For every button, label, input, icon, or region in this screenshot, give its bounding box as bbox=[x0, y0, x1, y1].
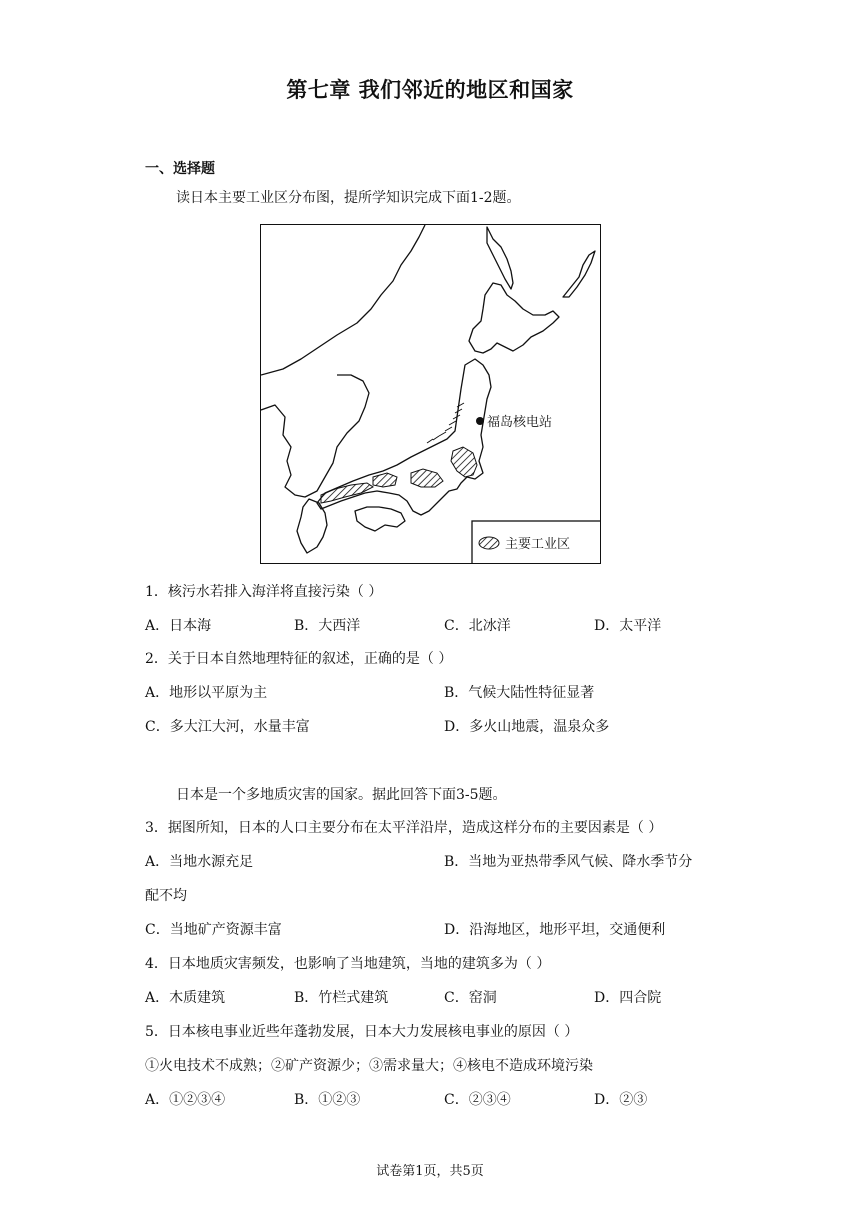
question-3-stem: 3．据图所知，日本的人口主要分布在太平洋沿岸，造成这样分布的主要因素是（ ） bbox=[145, 820, 663, 836]
question-5-option-b: B．①②③ bbox=[294, 1092, 361, 1108]
group-intro: 日本是一个多地质灾害的国家。据此回答下面3-5题。 bbox=[176, 787, 507, 803]
question-1-stem: 1．核污水若排入海洋将直接污染（ ） bbox=[145, 584, 383, 600]
section-heading: 一、选择题 bbox=[145, 161, 215, 177]
fukushima-station-label: 福岛核电站 bbox=[487, 415, 553, 430]
question-5-stem: 5．日本核电事业近些年蓬勃发展，日本大力发展核电事业的原因（ ） bbox=[145, 1024, 579, 1040]
page-title: 第七章 我们邻近的地区和国家 bbox=[286, 78, 574, 102]
question-3-option-d: D．沿海地区，地形平坦，交通便利 bbox=[444, 922, 666, 938]
question-1-option-d: D．太平洋 bbox=[594, 618, 662, 634]
shikoku-coast bbox=[355, 507, 405, 531]
question-5-option-a: A．①②③④ bbox=[145, 1092, 226, 1108]
question-2-option-c: C．多大江大河，水量丰富 bbox=[145, 719, 310, 735]
question-4-stem: 4．日本地质灾害频发，也影响了当地建筑，当地的建筑多为（ ） bbox=[145, 956, 551, 972]
page-footer: 试卷第1页，共5页 bbox=[376, 1164, 484, 1179]
fukushima-station-marker bbox=[476, 417, 484, 425]
mainland-coast bbox=[261, 225, 425, 375]
map-drawing bbox=[261, 225, 601, 564]
question-3-option-a: A．当地水源充足 bbox=[145, 854, 254, 870]
question-3-option-c: C．当地矿产资源丰富 bbox=[145, 922, 282, 938]
question-3-option-b: B．当地为亚热带季风气候、降水季节分 bbox=[444, 854, 693, 870]
question-5-option-c: C．②③④ bbox=[444, 1092, 511, 1108]
legend-label: 主要工业区 bbox=[505, 537, 571, 552]
chukyo-industrial-zone bbox=[411, 469, 443, 487]
question-5-statements: ①火电技术不成熟；②矿产资源少；③需求量大；④核电不造成环境污染 bbox=[145, 1058, 593, 1074]
question-4-option-a: A．木质建筑 bbox=[145, 990, 226, 1006]
question-1-option-a: A．日本海 bbox=[145, 618, 212, 634]
question-2-stem: 2．关于日本自然地理特征的叙述，正确的是（ ） bbox=[145, 651, 453, 667]
group-intro: 读日本主要工业区分布图，提所学知识完成下面1-2题。 bbox=[176, 190, 521, 206]
japan-industrial-map bbox=[260, 224, 601, 564]
question-1-option-b: B．大西洋 bbox=[294, 618, 361, 634]
korea-coast bbox=[261, 375, 369, 497]
question-2-option-b: B．气候大陆性特征显著 bbox=[444, 685, 595, 701]
question-1-option-c: C．北冰洋 bbox=[444, 618, 511, 634]
hanshin-industrial-zone bbox=[373, 473, 397, 487]
sakhalin-coast bbox=[487, 227, 513, 289]
question-3-option-b-continued: 配不均 bbox=[145, 888, 187, 904]
question-4-option-b: B．竹栏式建筑 bbox=[294, 990, 389, 1006]
hokkaido-coast bbox=[469, 283, 559, 353]
kuril-islands bbox=[563, 251, 595, 297]
question-4-option-c: C．窑洞 bbox=[444, 990, 497, 1006]
legend-hatch-swatch bbox=[479, 537, 499, 549]
question-2-option-a: A．地形以平原为主 bbox=[145, 685, 268, 701]
question-4-option-d: D．四合院 bbox=[594, 990, 662, 1006]
kyushu-coast bbox=[297, 499, 327, 553]
question-5-option-d: D．②③ bbox=[594, 1092, 648, 1108]
keihin-industrial-zone bbox=[451, 447, 477, 477]
question-2-option-d: D．多火山地震，温泉众多 bbox=[444, 719, 610, 735]
